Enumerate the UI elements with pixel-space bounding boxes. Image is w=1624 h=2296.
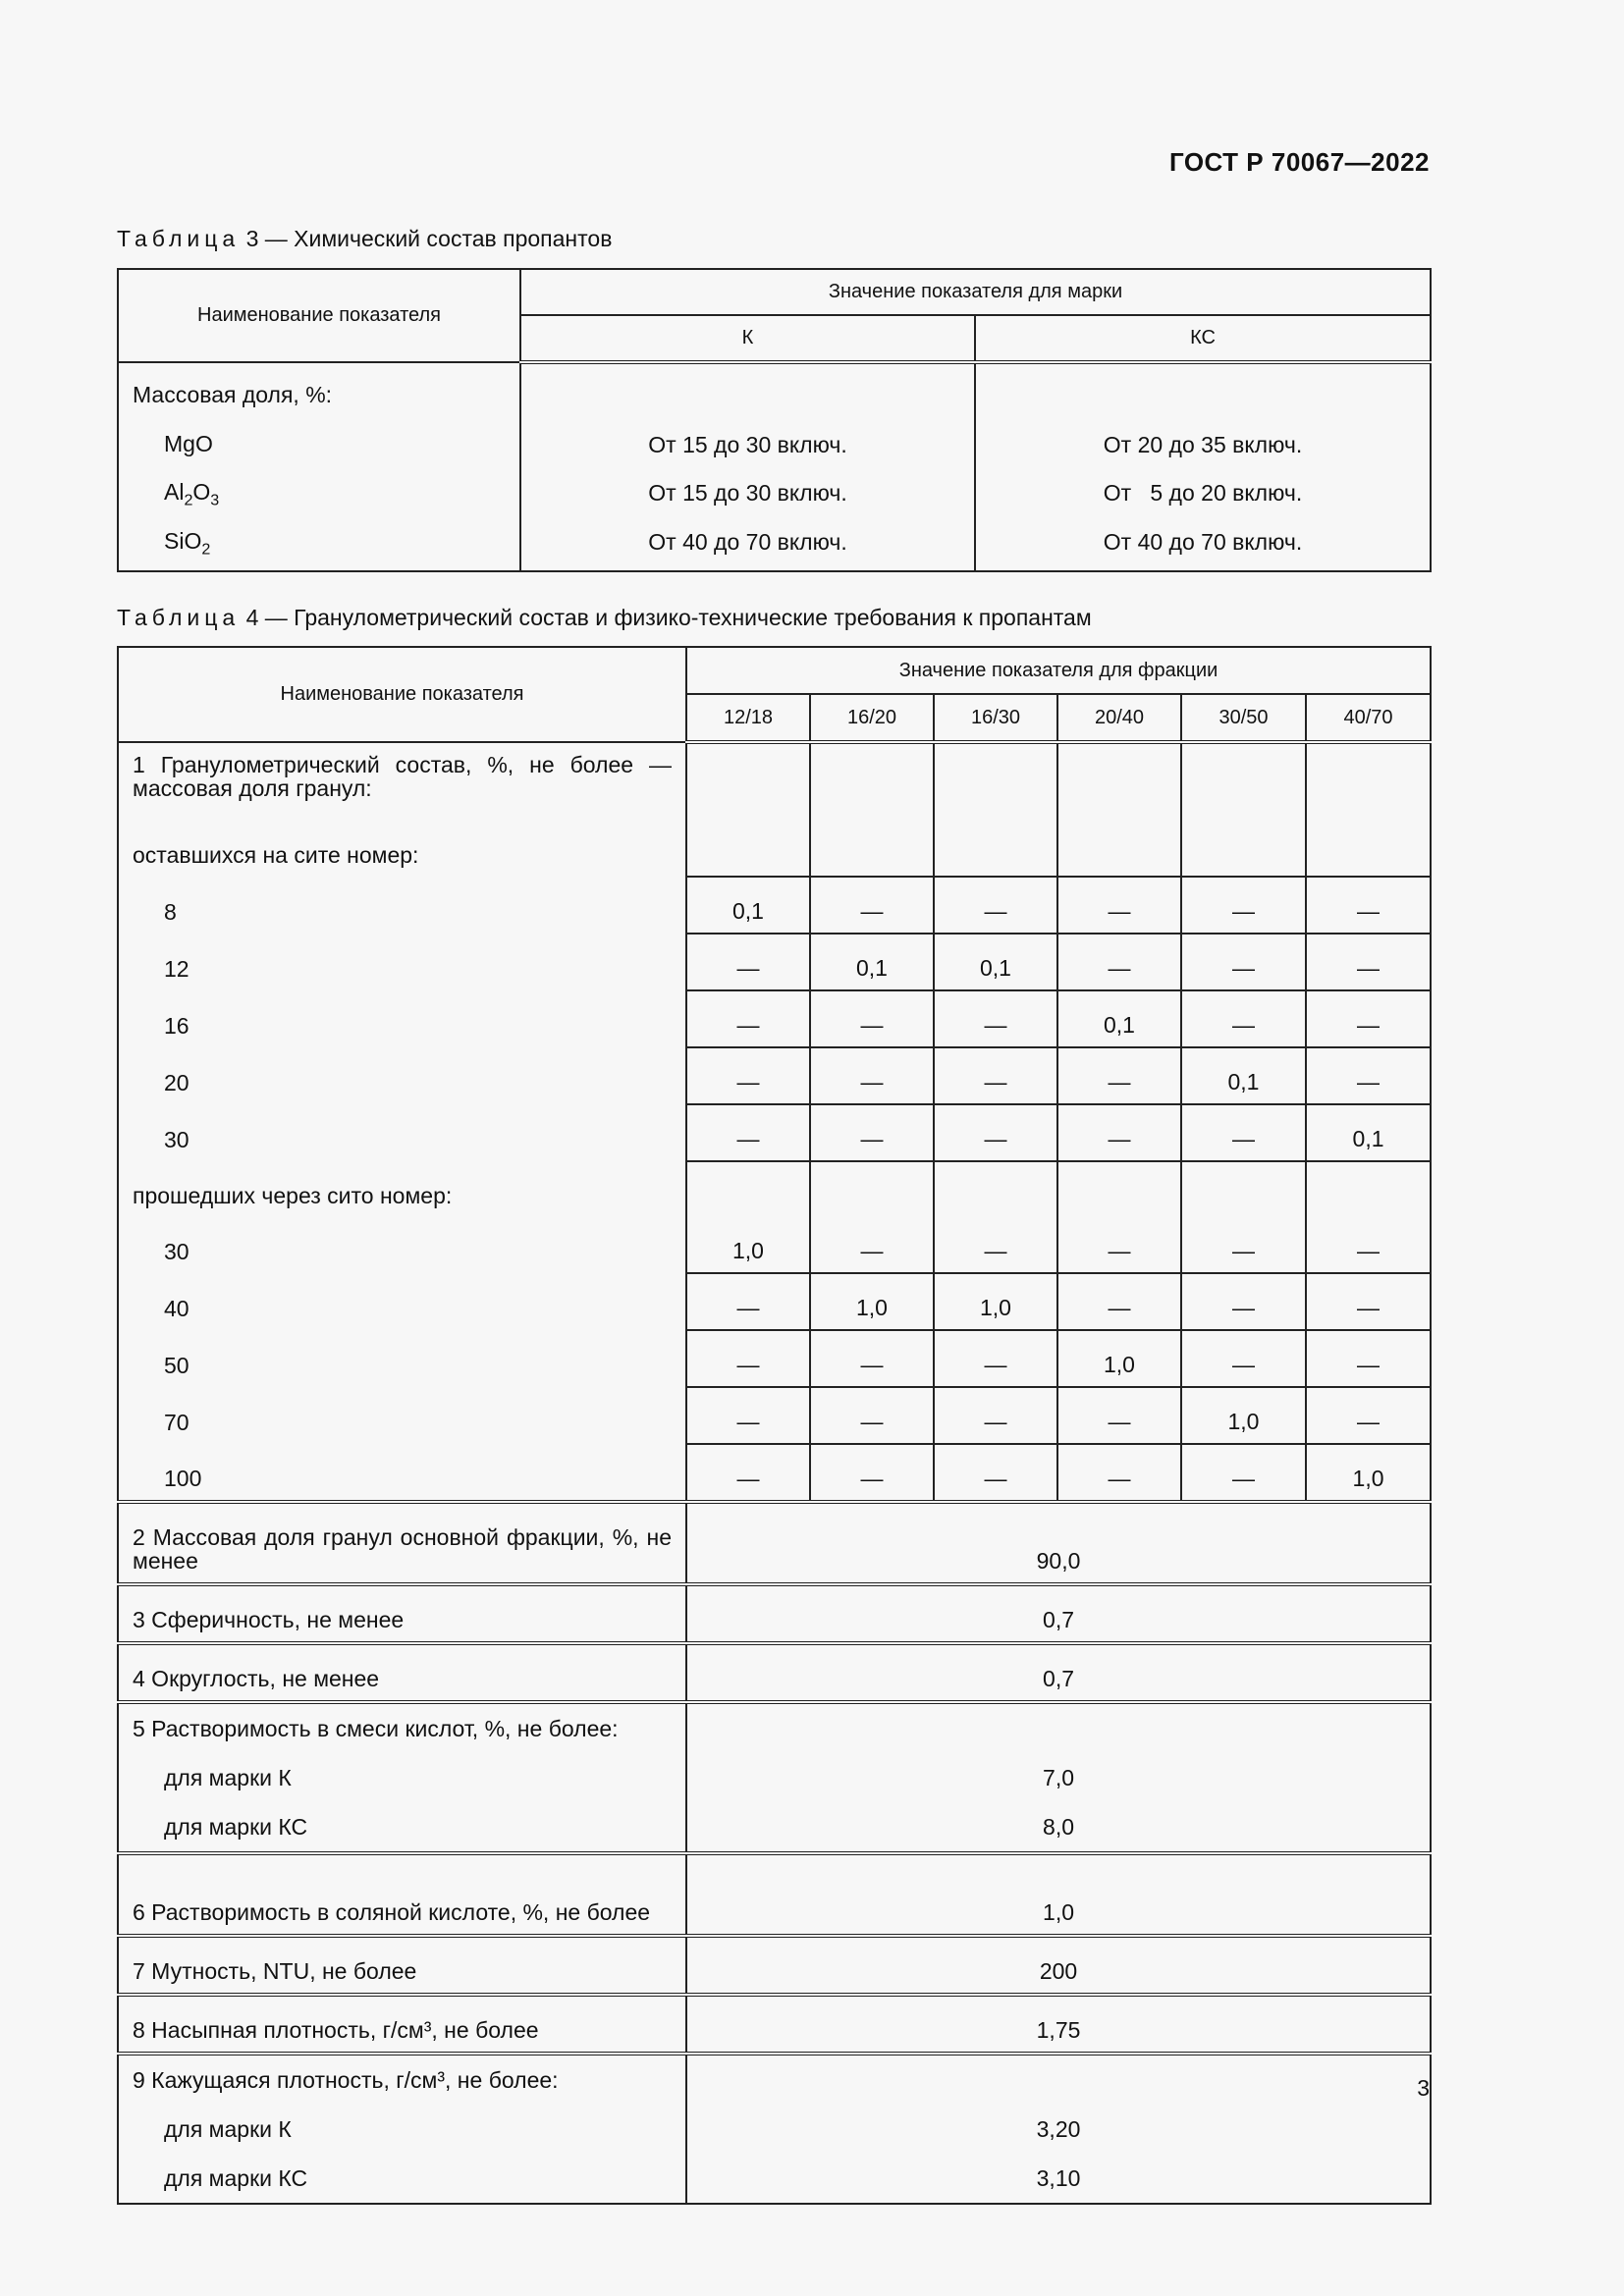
sieve-number: 50 (164, 1353, 189, 1378)
item8-name: 8 Насыпная плотность, г/см³, не более (118, 1995, 686, 2054)
sieve-number: 30 (164, 1127, 189, 1152)
empty-cell (810, 742, 934, 877)
fraction-value: — (934, 1217, 1057, 1273)
table-row (118, 1217, 1431, 1273)
table4-header-fraction: 12/18 (686, 694, 810, 742)
sieve-number: 70 (164, 1410, 189, 1435)
empty-cell (1181, 1161, 1306, 1217)
table4-caption-text: 4 — Гранулометрический состав и физико-технические требования к пропантам (245, 605, 1092, 630)
table-row (118, 1273, 1431, 1330)
grade-value: 3,20 (1036, 2116, 1081, 2142)
sieve-number-cell (118, 1444, 686, 1502)
table-row (118, 934, 1431, 990)
fraction-value: — (1057, 1047, 1181, 1104)
item9-title: 9 Кажущаяся плотность, г/см³, не более: (133, 2067, 559, 2093)
empty-cell (934, 1161, 1057, 1217)
fraction-value: — (810, 990, 934, 1047)
fraction-value: — (810, 1444, 934, 1502)
item6-name: 6 Растворимость в соляной кислоте, %, не более (118, 1853, 686, 1936)
table4-header-fraction: 20/40 (1057, 694, 1181, 742)
table-row (118, 1444, 1431, 1502)
fraction-value: — (1181, 1104, 1306, 1161)
sieve-number-cell (118, 1047, 686, 1104)
grade-value: 3,10 (1036, 2165, 1081, 2191)
fraction-value: — (686, 1047, 810, 1104)
passed-label: прошедших через сито номер: (118, 1161, 686, 1217)
item9-values-cell (686, 2054, 1431, 2204)
table3-header-group: Значение показателя для марки (520, 269, 1431, 315)
empty-cell (1306, 742, 1431, 877)
fraction-value: — (686, 934, 810, 990)
fraction-value: — (810, 1330, 934, 1387)
sieve-number: 40 (164, 1296, 189, 1321)
fraction-value: — (810, 877, 934, 934)
sieve-number-cell (118, 990, 686, 1047)
table-row (118, 742, 1431, 822)
item4-value: 0,7 (686, 1643, 1431, 1702)
item7-value: 200 (686, 1936, 1431, 1995)
fraction-value: — (1306, 877, 1431, 934)
fraction-value: 1,0 (686, 1217, 810, 1273)
sieve-number-cell (118, 1104, 686, 1161)
grade-label: для марки КС (164, 2165, 308, 2191)
fraction-value: 1,0 (1181, 1387, 1306, 1444)
fraction-value: — (1181, 1217, 1306, 1273)
sieve-number-cell (118, 1273, 686, 1330)
fraction-value: — (934, 1444, 1057, 1502)
table3-value: От 40 до 70 включ. (648, 528, 847, 555)
fraction-value: — (1181, 877, 1306, 934)
table-row (118, 1104, 1431, 1161)
table4-header-group: Значение показателя для фракции (686, 647, 1431, 694)
fraction-value: — (686, 1330, 810, 1387)
fraction-value: 0,1 (1306, 1104, 1431, 1161)
fraction-value: 0,1 (1057, 990, 1181, 1047)
fraction-value: — (1306, 1047, 1431, 1104)
table3-k-values-cell (520, 362, 975, 571)
table4-header-name: Наименование показателя (118, 647, 686, 742)
sieve-number-cell (118, 1217, 686, 1273)
fraction-value: 1,0 (934, 1273, 1057, 1330)
table3-row-name: MgO (164, 430, 213, 456)
table3-header-grade-k: К (520, 315, 975, 362)
item7-name: 7 Мутность, NTU, не более (118, 1936, 686, 1995)
sieve-number-cell (118, 1387, 686, 1444)
sieve-number: 16 (164, 1013, 189, 1039)
table-row (118, 1161, 1431, 1217)
fraction-value: 1,0 (1306, 1444, 1431, 1502)
fraction-value: — (1057, 934, 1181, 990)
fraction-value: — (686, 1444, 810, 1502)
table3-value: От 15 до 30 включ. (648, 431, 847, 457)
fraction-value: 0,1 (686, 877, 810, 934)
table4-caption (117, 605, 1092, 631)
fraction-value: — (810, 1047, 934, 1104)
table-row (118, 990, 1431, 1047)
table3-ks-values-cell (975, 362, 1431, 571)
empty-cell (1057, 742, 1181, 877)
table-row (118, 1502, 1431, 1584)
table3-row-name: $Al_2O_3$ (164, 479, 220, 509)
fraction-value: — (686, 990, 810, 1047)
item5-cell (118, 1702, 686, 1853)
grade-label: для марки К (164, 1765, 292, 1790)
table4-header-fraction: 16/20 (810, 694, 934, 742)
empty-cell (1306, 1161, 1431, 1217)
fraction-value: — (1306, 1330, 1431, 1387)
fraction-value: 0,1 (810, 934, 934, 990)
fraction-value: — (1181, 934, 1306, 990)
retained-label: оставшихся на сите номер: (118, 822, 686, 877)
item8-value: 1,75 (686, 1995, 1431, 2054)
sieve-number-cell (118, 934, 686, 990)
fraction-value: — (1306, 1217, 1431, 1273)
table4-header-fraction: 40/70 (1306, 694, 1431, 742)
fraction-value: — (810, 1104, 934, 1161)
table-row (118, 1936, 1431, 1995)
empty-cell (810, 1161, 934, 1217)
fraction-value: 1,0 (1057, 1330, 1181, 1387)
table-row (118, 1643, 1431, 1702)
fraction-value: — (1057, 1273, 1181, 1330)
item5-title: 5 Растворимость в смеси кислот, %, не более: (133, 1716, 619, 1741)
table3-names-cell (118, 362, 520, 571)
table3-value: От 5 до 20 включ. (1103, 480, 1303, 506)
fraction-value: — (1306, 1273, 1431, 1330)
grade-label: для марки К (164, 2116, 292, 2142)
empty-cell (934, 742, 1057, 877)
item3-name: 3 Сферичность, не менее (118, 1584, 686, 1643)
table4-header-fraction: 30/50 (1181, 694, 1306, 742)
fraction-value: — (1181, 990, 1306, 1047)
fraction-value: — (1057, 877, 1181, 934)
fraction-value: — (1181, 1330, 1306, 1387)
sieve-number-cell (118, 877, 686, 934)
fraction-value: — (934, 877, 1057, 934)
fraction-value: — (1306, 990, 1431, 1047)
fraction-value: — (686, 1387, 810, 1444)
fraction-value: — (1306, 1387, 1431, 1444)
page-number: 3 (1417, 2075, 1430, 2101)
fraction-value: — (1057, 1217, 1181, 1273)
table3-value: От 20 до 35 включ. (1103, 431, 1303, 457)
item4-name: 4 Округлость, не менее (118, 1643, 686, 1702)
sieve-number: 100 (164, 1466, 202, 1491)
sieve-number-cell (118, 1330, 686, 1387)
table3-caption-prefix: Таблица (117, 226, 241, 251)
fraction-value: — (810, 1387, 934, 1444)
sieve-number: 30 (164, 1239, 189, 1264)
table-row (118, 1702, 1431, 1853)
table3-value: От 15 до 30 включ. (648, 480, 847, 506)
sieve-number: 12 (164, 956, 189, 982)
fraction-value: 1,0 (810, 1273, 934, 1330)
table-row (118, 2054, 1431, 2204)
fraction-value: — (934, 1387, 1057, 1444)
fraction-value: — (1181, 1273, 1306, 1330)
item3-value: 0,7 (686, 1584, 1431, 1643)
table3-header-grade-ks: КС (975, 315, 1431, 362)
table4 (117, 646, 1432, 2205)
table-row (118, 1853, 1431, 1936)
table3-caption-text: 3 — Химический состав пропантов (245, 226, 613, 251)
fraction-value: — (934, 1330, 1057, 1387)
table3-group-label: Массовая доля, %: (133, 382, 333, 407)
fraction-value: — (1057, 1387, 1181, 1444)
item5-values-cell (686, 1702, 1431, 1853)
table-row (118, 1330, 1431, 1387)
fraction-value: — (1057, 1444, 1181, 1502)
table3-row-name: SiO$_2$ (164, 527, 211, 559)
fraction-value: — (934, 1047, 1057, 1104)
table3-value: От 40 до 70 включ. (1103, 528, 1303, 555)
table3-caption (117, 226, 612, 252)
fraction-value: 0,1 (934, 934, 1057, 990)
item2-name: 2 Массовая доля гранул основной фракции, %, не менее (118, 1502, 686, 1584)
empty-cell (1057, 1161, 1181, 1217)
grade-value: 7,0 (1043, 1765, 1075, 1790)
granulo-title: 1 Гранулометрический состав, %, не более — массовая доля гранул: (118, 742, 686, 822)
fraction-value: — (686, 1104, 810, 1161)
fraction-value: — (686, 1273, 810, 1330)
grade-label: для марки КС (164, 1814, 308, 1840)
table-row (118, 1047, 1431, 1104)
table-row (118, 1387, 1431, 1444)
table3-header-name: Наименование показателя (118, 269, 520, 362)
item9-cell (118, 2054, 686, 2204)
fraction-value: — (1306, 934, 1431, 990)
grade-value: 8,0 (1043, 1814, 1075, 1840)
table4-caption-prefix: Таблица (117, 605, 241, 630)
sieve-number: 8 (164, 899, 177, 925)
table-row (118, 1995, 1431, 2054)
table-row (118, 1584, 1431, 1643)
fraction-value: — (934, 990, 1057, 1047)
table4-header-fraction: 16/30 (934, 694, 1057, 742)
table3 (117, 268, 1432, 572)
fraction-value: — (1057, 1104, 1181, 1161)
fraction-value: — (934, 1104, 1057, 1161)
document-code: ГОСТ Р 70067—2022 (1168, 147, 1430, 177)
table-row (118, 877, 1431, 934)
empty-cell (686, 742, 810, 877)
item2-value: 90,0 (686, 1502, 1431, 1584)
fraction-value: 0,1 (1181, 1047, 1306, 1104)
empty-cell (686, 1161, 810, 1217)
fraction-value: — (1181, 1444, 1306, 1502)
sieve-number: 20 (164, 1070, 189, 1095)
empty-cell (1181, 742, 1306, 877)
fraction-value: — (810, 1217, 934, 1273)
item6-value: 1,0 (686, 1853, 1431, 1936)
